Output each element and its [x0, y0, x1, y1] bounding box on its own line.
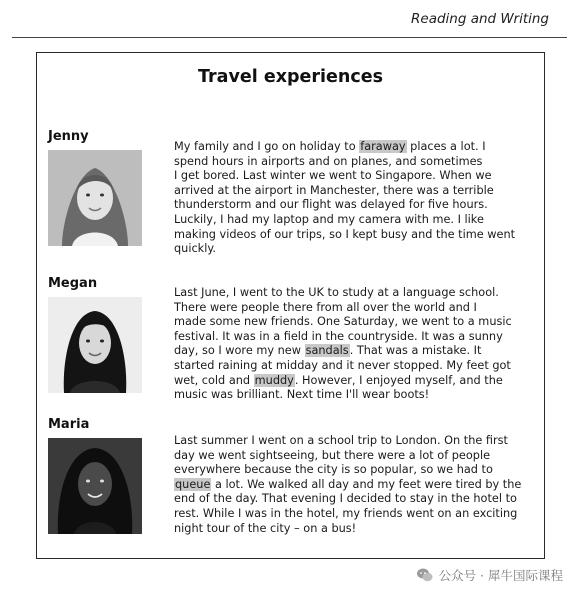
vocab-highlight: sandals	[305, 344, 349, 358]
maria-photo	[48, 438, 142, 534]
person-name-maria: Maria	[48, 417, 90, 432]
watermark-text: 公众号 · 犀牛国际课程	[438, 568, 563, 583]
wechat-icon	[416, 566, 434, 584]
maria-story: Last summer I went on a school trip to London. On the first day we went sightseeing, but there were a lot of people everywhere because the city is so popular, so we had to queue a lot. We walked all day and my feet were tired by the end of the day. That evening I decided to stay in the hotel to rest. While I was in the hotel, my friends went on an exciting night tour of the city – on a bus!	[174, 434, 522, 535]
page-title: Travel experiences	[198, 67, 383, 87]
vocab-highlight: faraway	[360, 140, 406, 153]
vocab-highlight: muddy	[254, 373, 294, 387]
person-name-megan: Megan	[48, 276, 98, 291]
vocab-highlight: queue	[175, 477, 211, 491]
megan-photo	[48, 297, 142, 393]
jenny-story: My family and I go on holiday to faraway places a lot. I spend hours in airports and on planes, and sometimes I get bored. Last winter we went to Singapore. When we arrived at the airport in Manchester, there was a terrible thunderstorm and our flight was delayed for five hours. Luckily, I had my laptop and my camera with me. I like making videos of our trips, so I kept busy and the time went quickly.	[174, 140, 516, 256]
jenny-photo	[48, 150, 142, 246]
watermark	[416, 566, 563, 584]
section-header: Reading and Writing	[411, 11, 549, 27]
reading-box	[36, 52, 545, 559]
header-divider	[12, 37, 567, 38]
megan-story: Last June, I went to the UK to study at a language school. There were people there from all over the world and I made some new friends. One Saturday, we went to a music festival. It was in a field in the countryside. It was a sunny day, so I wore my new sandals. That was a mistake. It started raining at midday and it never stopped. My feet got wet, cold and muddy. However, I enjoyed myself, and the music was brilliant. Next time I'll wear boots!	[174, 286, 512, 402]
person-name-jenny: Jenny	[48, 129, 89, 144]
